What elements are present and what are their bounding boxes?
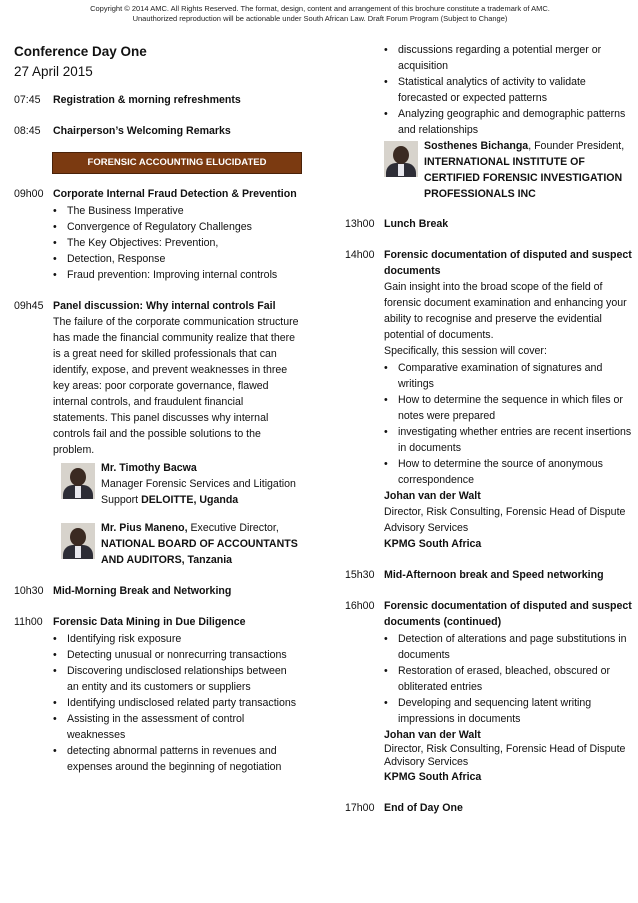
bullet-list-continued (384, 42, 633, 138)
speaker-pius-maneno (53, 520, 299, 568)
list-item: • Statistical analytics of activity to validate forecasted or expected patterns (398, 74, 633, 106)
list-item: • Identifying risk exposure (67, 631, 299, 647)
session-1400 (345, 247, 633, 552)
session-title: Forensic documentation of disputed and suspect documents (384, 249, 632, 277)
list-item: • detecting abnormal patterns in revenues and expenses around the beginning of negotiation (67, 743, 299, 775)
session-description: Gain insight into the broad scope of the field of forensic document examination and enhancing your ability to recognise and preserve the evidential potential of documents. (384, 281, 627, 341)
left-column (14, 42, 299, 775)
session-title: Mid-Morning Break and Networking (53, 585, 232, 597)
speaker-photo (61, 463, 95, 499)
speaker-name: Sosthenes Bichanga (424, 140, 529, 152)
session-0945 (14, 298, 299, 568)
session-time: 13h00 (345, 218, 375, 230)
copyright-line-2: Unauthorized reproduction will be actionable under South African Law. Draft Forum Program (Subject to Change) (132, 14, 508, 23)
list-item: • Detection of alterations and page substitutions in documents (398, 631, 633, 663)
speaker-name: Johan van der Walt (384, 729, 481, 741)
speaker-name: Johan van der Walt (384, 490, 481, 502)
session-1030 (14, 583, 299, 599)
bullet-list (53, 631, 299, 775)
list-item: • Comparative examination of signatures and writings (398, 360, 633, 392)
list-item: • Discovering undisclosed relationships between an entity and its customers or suppliers (67, 663, 299, 695)
bullet-list (53, 203, 299, 283)
speaker-org: INTERNATIONAL INSTITUTE OF CERTIFIED FORENSIC INVESTIGATION PROFESSIONALS INC (424, 156, 623, 200)
list-item: • Restoration of erased, bleached, obscured or obliterated entries (398, 663, 633, 695)
list-item: • The Key Objectives: Prevention, (67, 235, 299, 251)
list-item: • Convergence of Regulatory Challenges (67, 219, 299, 235)
bullet-list (384, 631, 633, 727)
session-title: Chairperson’s Welcoming Remarks (53, 125, 231, 137)
list-item: • Detection, Response (67, 251, 299, 267)
session-title: Lunch Break (384, 218, 449, 230)
speaker-timothy-bacwa (53, 460, 299, 508)
session-title: Registration & morning refreshments (53, 94, 241, 106)
session-time: 09h45 (14, 300, 44, 312)
session-time: 11h00 (14, 616, 43, 628)
session-1600 (345, 598, 633, 785)
session-1700 (345, 800, 633, 816)
list-item: • Fraud prevention: Improving internal controls (67, 267, 299, 283)
list-item-continued: • discussions regarding a potential merger or acquisition (398, 42, 633, 74)
list-item: • Assisting in the assessment of control weaknesses (67, 711, 299, 743)
day-date: 27 April 2015 (14, 64, 93, 79)
session-time: 09h00 (14, 188, 44, 200)
list-item: • Detecting unusual or nonrecurring transactions (67, 647, 299, 663)
session-0900 (14, 186, 299, 283)
speaker-org: DELOITTE, Uganda (141, 494, 239, 506)
session-title: Corporate Internal Fraud Detection & Prevention (53, 188, 297, 200)
speaker-name: Mr. Timothy Bacwa (101, 462, 197, 474)
session-time: 14h00 (345, 249, 375, 261)
session-1100 (14, 614, 299, 775)
session-title: Forensic documentation of disputed and suspect documents (continued) (384, 600, 632, 628)
speaker-name: Mr. Pius Maneno, (101, 522, 188, 534)
list-item: • investigating whether entries are recent insertions in documents (398, 424, 633, 456)
speaker-role: Manager Forensic Services and Litigation Support (101, 478, 296, 506)
speaker-org: KPMG South Africa (384, 771, 482, 783)
speaker-role: , Founder President, (528, 140, 625, 152)
session-title: Mid-Afternoon break and Speed networking (384, 569, 604, 581)
list-item: • Developing and sequencing latent writing impressions in documents (398, 695, 633, 727)
session-title: Forensic Data Mining in Due Diligence (53, 616, 246, 628)
copyright-line-1: Copyright © 2014 AMC. All Rights Reserved. The format, design, content and arrangement of this brochure constitute a trademark of AMC. (90, 4, 550, 13)
session-time: 16h00 (345, 600, 375, 612)
day-title: Conference Day One (14, 44, 147, 59)
right-column (345, 42, 633, 816)
session-intro: Specifically, this session will cover: (384, 345, 547, 357)
session-1530 (345, 567, 633, 583)
copyright-notice (60, 4, 580, 24)
session-time: 10h30 (14, 585, 44, 597)
speaker-sosthenes-bichanga (384, 138, 633, 202)
speaker-org: KPMG South Africa (384, 538, 482, 550)
speaker-photo (61, 523, 95, 559)
session-time: 17h00 (345, 802, 375, 814)
session-0845 (14, 123, 299, 139)
speaker-role: Director, Risk Consulting, Forensic Head of Dispute Advisory Services (384, 743, 626, 768)
session-time: 08:45 (14, 125, 41, 137)
session-1300 (345, 216, 633, 232)
session-description: The failure of the corporate communication structure has made the financial community realize that there is a great need for skilled professionals that can identify, expose, and prevent weaknesses in three key areas: poor corporate governance, flawed internal controls, and fraudulent financial statements. This panel discusses why internal controls fail and the possible solutions to the problem. (53, 316, 299, 456)
speaker-role: Director, Risk Consulting, Forensic Head of Dispute Advisory Services (384, 506, 626, 534)
speaker-org: NATIONAL BOARD OF ACCOUNTANTS AND AUDITORS, Tanzania (101, 538, 298, 566)
bullet-list (384, 360, 633, 488)
speaker-photo (384, 141, 418, 177)
list-item: • The Business Imperative (67, 203, 299, 219)
list-item: • Analyzing geographic and demographic patterns and relationships (398, 106, 633, 138)
list-item: • How to determine the source of anonymous correspondence (398, 456, 633, 488)
speaker-role: Executive Director, (187, 522, 279, 534)
section-banner: FORENSIC ACCOUNTING ELUCIDATED (52, 152, 302, 174)
session-title: End of Day One (384, 802, 463, 814)
session-time: 07:45 (14, 94, 41, 106)
session-time: 15h30 (345, 569, 375, 581)
session-title: Panel discussion: Why internal controls Fail (53, 300, 276, 312)
session-0745 (14, 92, 299, 108)
list-item: • Identifying undisclosed related party transactions (67, 695, 299, 711)
list-item: • How to determine the sequence in which files or notes were prepared (398, 392, 633, 424)
